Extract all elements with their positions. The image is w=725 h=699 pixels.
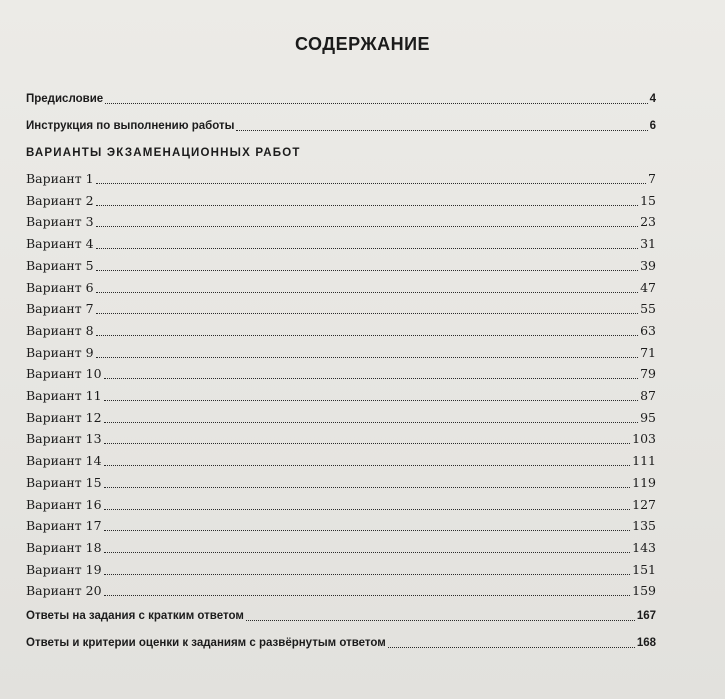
- toc-entry-label: Вариант 9: [26, 344, 94, 360]
- toc-entry-page: 23: [640, 214, 656, 230]
- dot-leader: [96, 357, 638, 358]
- toc-entry-page: 111: [632, 453, 656, 469]
- toc-entry-variant: [26, 322, 656, 340]
- dot-leader: [388, 647, 635, 648]
- toc-entry-variant: [26, 235, 656, 253]
- toc-entry-page: 135: [632, 518, 656, 534]
- toc-entry-page: 63: [640, 322, 656, 338]
- toc-entry-variant: [26, 257, 656, 275]
- section-heading: ВАРИАНТЫ ЭКЗАМЕНАЦИОННЫХ РАБОТ: [26, 147, 301, 159]
- toc-entry-label: Вариант 1: [26, 171, 94, 186]
- toc-entry-variant: [26, 344, 656, 362]
- dot-leader: [104, 487, 631, 488]
- dot-leader: [96, 335, 638, 336]
- toc-entry-label: Вариант 2: [26, 192, 94, 208]
- toc-entry-label: Вариант 11: [26, 388, 102, 403]
- toc-entry-page: 6: [649, 120, 656, 132]
- toc-entry-label: Предисловие: [26, 93, 104, 105]
- dot-leader: [104, 574, 631, 575]
- toc-entry-page: 31: [640, 236, 656, 252]
- toc-entry-variant: [26, 365, 656, 383]
- toc-entry-variant: [26, 452, 656, 470]
- toc-entry-label: Вариант 15: [26, 474, 102, 490]
- dot-leader: [96, 205, 638, 206]
- toc-entry-label: Вариант 6: [26, 279, 94, 295]
- dot-leader: [96, 313, 638, 314]
- toc-entry-variant: [26, 561, 656, 579]
- toc-entry-label: Вариант 3: [26, 214, 94, 230]
- toc-entry-label: Ответы на задания с кратким ответом: [26, 610, 244, 622]
- toc-entry-label: Вариант 8: [26, 322, 94, 338]
- toc-entry-label: Вариант 20: [26, 583, 102, 599]
- toc-entry-label: Вариант 13: [26, 431, 102, 447]
- toc-entry-page: 119: [632, 474, 656, 490]
- toc-entry-variant: [26, 170, 656, 188]
- toc-entry-page: 4: [649, 93, 656, 105]
- toc-entry-variant: [26, 582, 656, 600]
- dot-leader: [105, 103, 647, 104]
- toc-entry-label: Вариант 7: [26, 301, 94, 317]
- dot-leader: [104, 465, 631, 466]
- toc-entry-variant: [26, 539, 656, 557]
- toc-entry-page: 15: [640, 192, 656, 208]
- toc-entry-page: 39: [640, 257, 656, 273]
- toc-entry-page: 159: [632, 583, 656, 599]
- toc-entry-page: 87: [640, 388, 656, 403]
- toc-entry-label: Вариант 19: [26, 561, 102, 577]
- toc-entry-label: Вариант 5: [26, 257, 94, 273]
- toc-entry-page: 7: [648, 171, 656, 186]
- dot-leader: [104, 443, 631, 444]
- toc-entry-variant: [26, 430, 656, 448]
- toc-entry-variant: [26, 409, 656, 427]
- toc-entry-variant: [26, 213, 656, 231]
- toc-entry-page: 71: [640, 344, 656, 360]
- dot-leader: [96, 226, 638, 227]
- toc-entry-label: Вариант 10: [26, 366, 102, 382]
- dot-leader: [104, 509, 631, 510]
- toc-entry-short-answers: [26, 607, 656, 625]
- toc-entry-page: 167: [636, 610, 656, 622]
- toc-entry-page: 151: [632, 561, 656, 577]
- toc-entry-variant: [26, 474, 656, 492]
- toc-entry-label: Ответы и критерии оценки к заданиям с развёрнутым ответом: [26, 637, 386, 649]
- toc-entry-label: Вариант 18: [26, 539, 102, 555]
- dot-leader: [246, 620, 635, 621]
- toc-entry-variant: [26, 496, 656, 514]
- dot-leader: [104, 400, 639, 401]
- dot-leader: [96, 248, 638, 249]
- dot-leader: [96, 183, 646, 184]
- toc-entry-variant: [26, 387, 656, 405]
- toc-entry-page: 127: [632, 496, 656, 512]
- dot-leader: [236, 130, 647, 131]
- dot-leader: [104, 378, 639, 379]
- toc-entry-page: 103: [632, 431, 656, 447]
- page-title: СОДЕРЖАНИЕ: [294, 34, 431, 54]
- toc-entry-variant: [26, 300, 656, 318]
- toc-entry-preface: [26, 90, 656, 108]
- toc-entry-variant: [26, 192, 656, 210]
- toc-entry-label: Вариант 17: [26, 518, 102, 534]
- toc-entry-variant: [26, 517, 656, 535]
- toc-entry-extended-answers: [26, 634, 656, 652]
- toc-entry-label: Инструкция по выполнению работы: [26, 120, 235, 132]
- dot-leader: [104, 595, 631, 596]
- toc-entry-label: Вариант 12: [26, 409, 102, 425]
- toc-entry-variant: [26, 279, 656, 297]
- toc-entry-label: Вариант 16: [26, 496, 102, 512]
- toc-entry-page: 143: [632, 539, 656, 555]
- toc-entry-label: Вариант 14: [26, 453, 102, 469]
- dot-leader: [96, 292, 638, 293]
- toc-entry-page: 47: [640, 279, 656, 295]
- dot-leader: [96, 270, 638, 271]
- toc-entry-label: Вариант 4: [26, 236, 94, 252]
- toc-entry-page: 168: [636, 637, 656, 649]
- dot-leader: [104, 552, 631, 553]
- dot-leader: [104, 422, 639, 423]
- toc-entry-page: 95: [640, 409, 656, 425]
- toc-entry-page: 55: [640, 301, 656, 317]
- dot-leader: [104, 530, 631, 531]
- toc-entry-instructions: [26, 117, 656, 135]
- toc-entry-page: 79: [640, 366, 656, 382]
